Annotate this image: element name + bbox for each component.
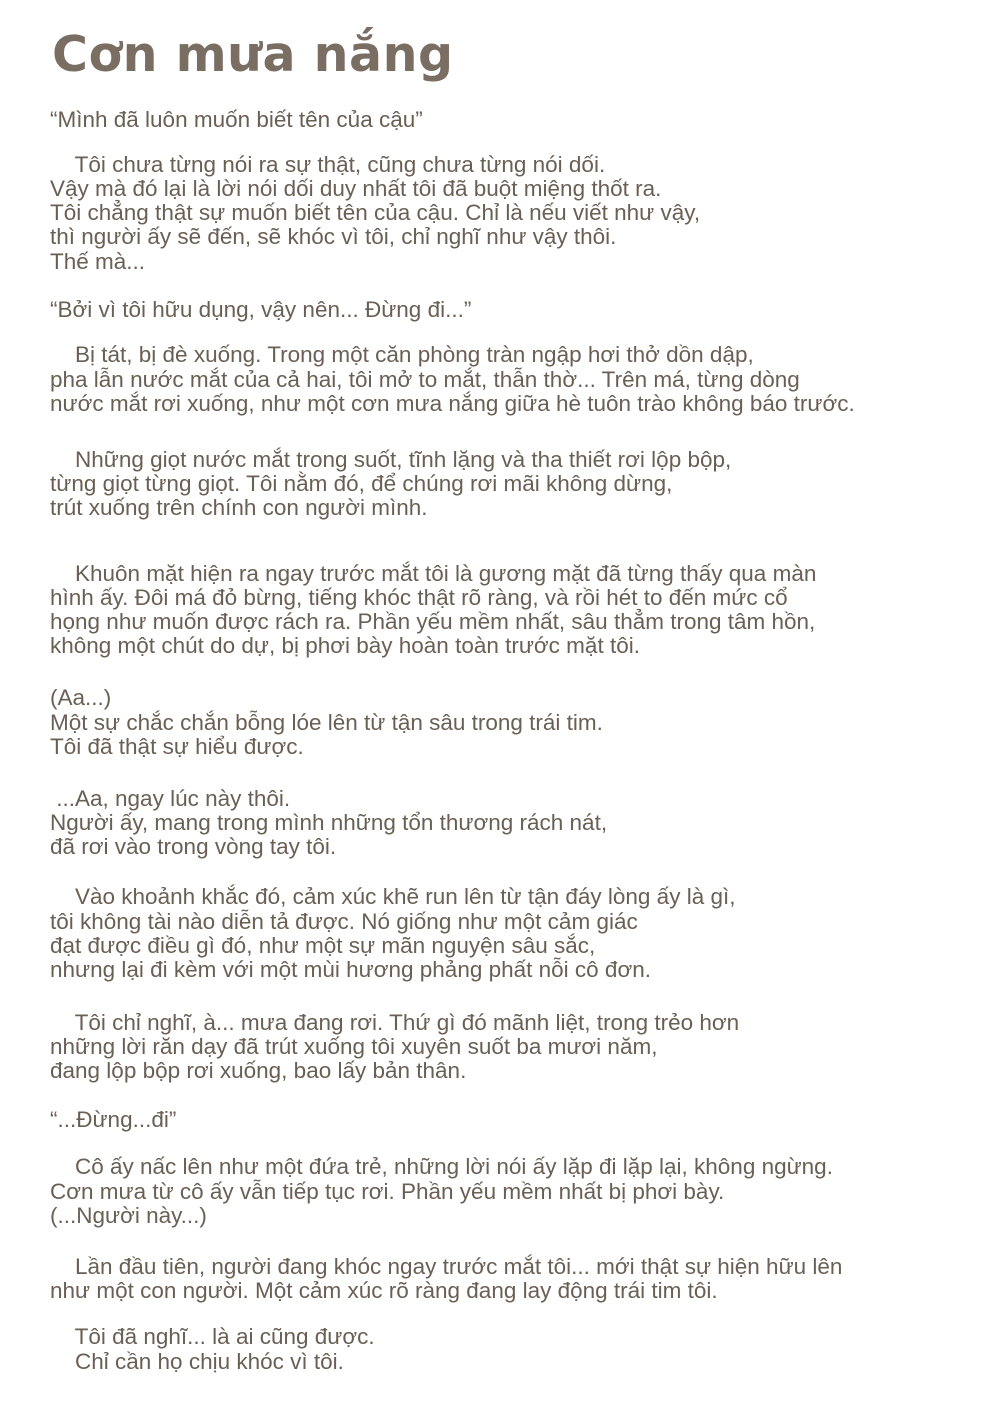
text-line: Khuôn mặt hiện ra ngay trước mắt tôi là gương mặt đã từng thấy qua màn: [50, 561, 817, 586]
text-line: (...Người này...): [50, 1203, 207, 1228]
text-line: “Bởi vì tôi hữu dụng, vậy nên... Đừng đi...”: [50, 297, 472, 322]
text-line: trút xuống trên chính con người mình.: [50, 495, 428, 520]
text-line: Một sự chắc chắn bỗng lóe lên từ tận sâu trong trái tim.: [50, 710, 603, 735]
text-line: Chỉ cần họ chịu khóc vì tôi.: [50, 1349, 344, 1374]
text-line: Tôi đã thật sự hiểu được.: [50, 734, 304, 759]
text-line: Người ấy, mang trong mình những tổn thương rách nát,: [50, 810, 608, 835]
text-line: Cô ấy nấc lên như một đứa trẻ, những lời nói ấy lặp đi lặp lại, không ngừng.: [50, 1154, 833, 1179]
text-line: đang lộp bộp rơi xuống, bao lấy bản thân.: [50, 1058, 467, 1083]
text-line: Tôi đã nghĩ... là ai cũng được.: [50, 1324, 375, 1349]
text-line: Tôi chẳng thật sự muốn biết tên của cậu. Chỉ là nếu viết như vậy,: [50, 200, 701, 225]
text-line: Tôi chưa từng nói ra sự thật, cũng chưa từng nói dối.: [50, 152, 606, 177]
text-line: như một con người. Một cảm xúc rõ ràng đang lay động trái tim tôi.: [50, 1278, 718, 1303]
text-line: “Mình đã luôn muốn biết tên của cậu”: [50, 107, 423, 132]
text-line: Những giọt nước mắt trong suốt, tĩnh lặng và tha thiết rơi lộp bộp,: [50, 447, 732, 472]
text-line: Vào khoảnh khắc đó, cảm xúc khẽ run lên từ tận đáy lòng ấy là gì,: [50, 884, 736, 909]
text-line: không một chút do dự, bị phơi bày hoàn toàn trước mặt tôi.: [50, 633, 640, 658]
text-line: Vậy mà đó lại là lời nói dối duy nhất tôi đã buột miệng thốt ra.: [50, 176, 662, 201]
text-line: thì người ấy sẽ đến, sẽ khóc vì tôi, chỉ nghĩ như vậy thôi.: [50, 224, 617, 249]
text-line: tôi không tài nào diễn tả được. Nó giống như một cảm giác: [50, 909, 638, 934]
text-line: họng như muốn được rách ra. Phần yếu mềm nhất, sâu thẳm trong tâm hồn,: [50, 609, 816, 634]
text-line: từng giọt từng giọt. Tôi nằm đó, để chúng rơi mãi không dừng,: [50, 471, 673, 496]
text-line: “...Đừng...đi”: [50, 1107, 177, 1132]
text-line: Tôi chỉ nghĩ, à... mưa đang rơi. Thứ gì đó mãnh liệt, trong trẻo hơn: [50, 1010, 740, 1035]
text-line: ...Aa, ngay lúc này thôi.: [50, 786, 291, 811]
text-line: Bị tát, bị đè xuống. Trong một căn phòng tràn ngập hơi thở dồn dập,: [50, 342, 754, 367]
text-line: Thế mà...: [50, 249, 146, 274]
text-line: những lời răn dạy đã trút xuống tôi xuyên suốt ba mươi năm,: [50, 1034, 658, 1059]
text-line: nước mắt rơi xuống, như một cơn mưa nắng giữa hè tuôn trào không báo trước.: [50, 391, 855, 416]
text-line: nhưng lại đi kèm với một mùi hương phảng phất nỗi cô đơn.: [50, 957, 651, 982]
page-title: Cơn mưa nắng: [52, 26, 454, 83]
text-line: đạt được điều gì đó, như một sự mãn nguyện sâu sắc,: [50, 933, 596, 958]
text-line: hình ấy. Đôi má đỏ bừng, tiếng khóc thật rõ ràng, và rồi hét to đến mức cổ: [50, 585, 788, 610]
text-line: đã rơi vào trong vòng tay tôi.: [50, 834, 337, 859]
text-line: Cơn mưa từ cô ấy vẫn tiếp tục rơi. Phần yếu mềm nhất bị phơi bày.: [50, 1179, 725, 1204]
text-line: Lần đầu tiên, người đang khóc ngay trước mắt tôi... mới thật sự hiện hữu lên: [50, 1254, 843, 1279]
text-line: (Aa...): [50, 685, 112, 710]
text-line: pha lẫn nước mắt của cả hai, tôi mở to mắt, thẫn thờ... Trên má, từng dòng: [50, 367, 800, 392]
